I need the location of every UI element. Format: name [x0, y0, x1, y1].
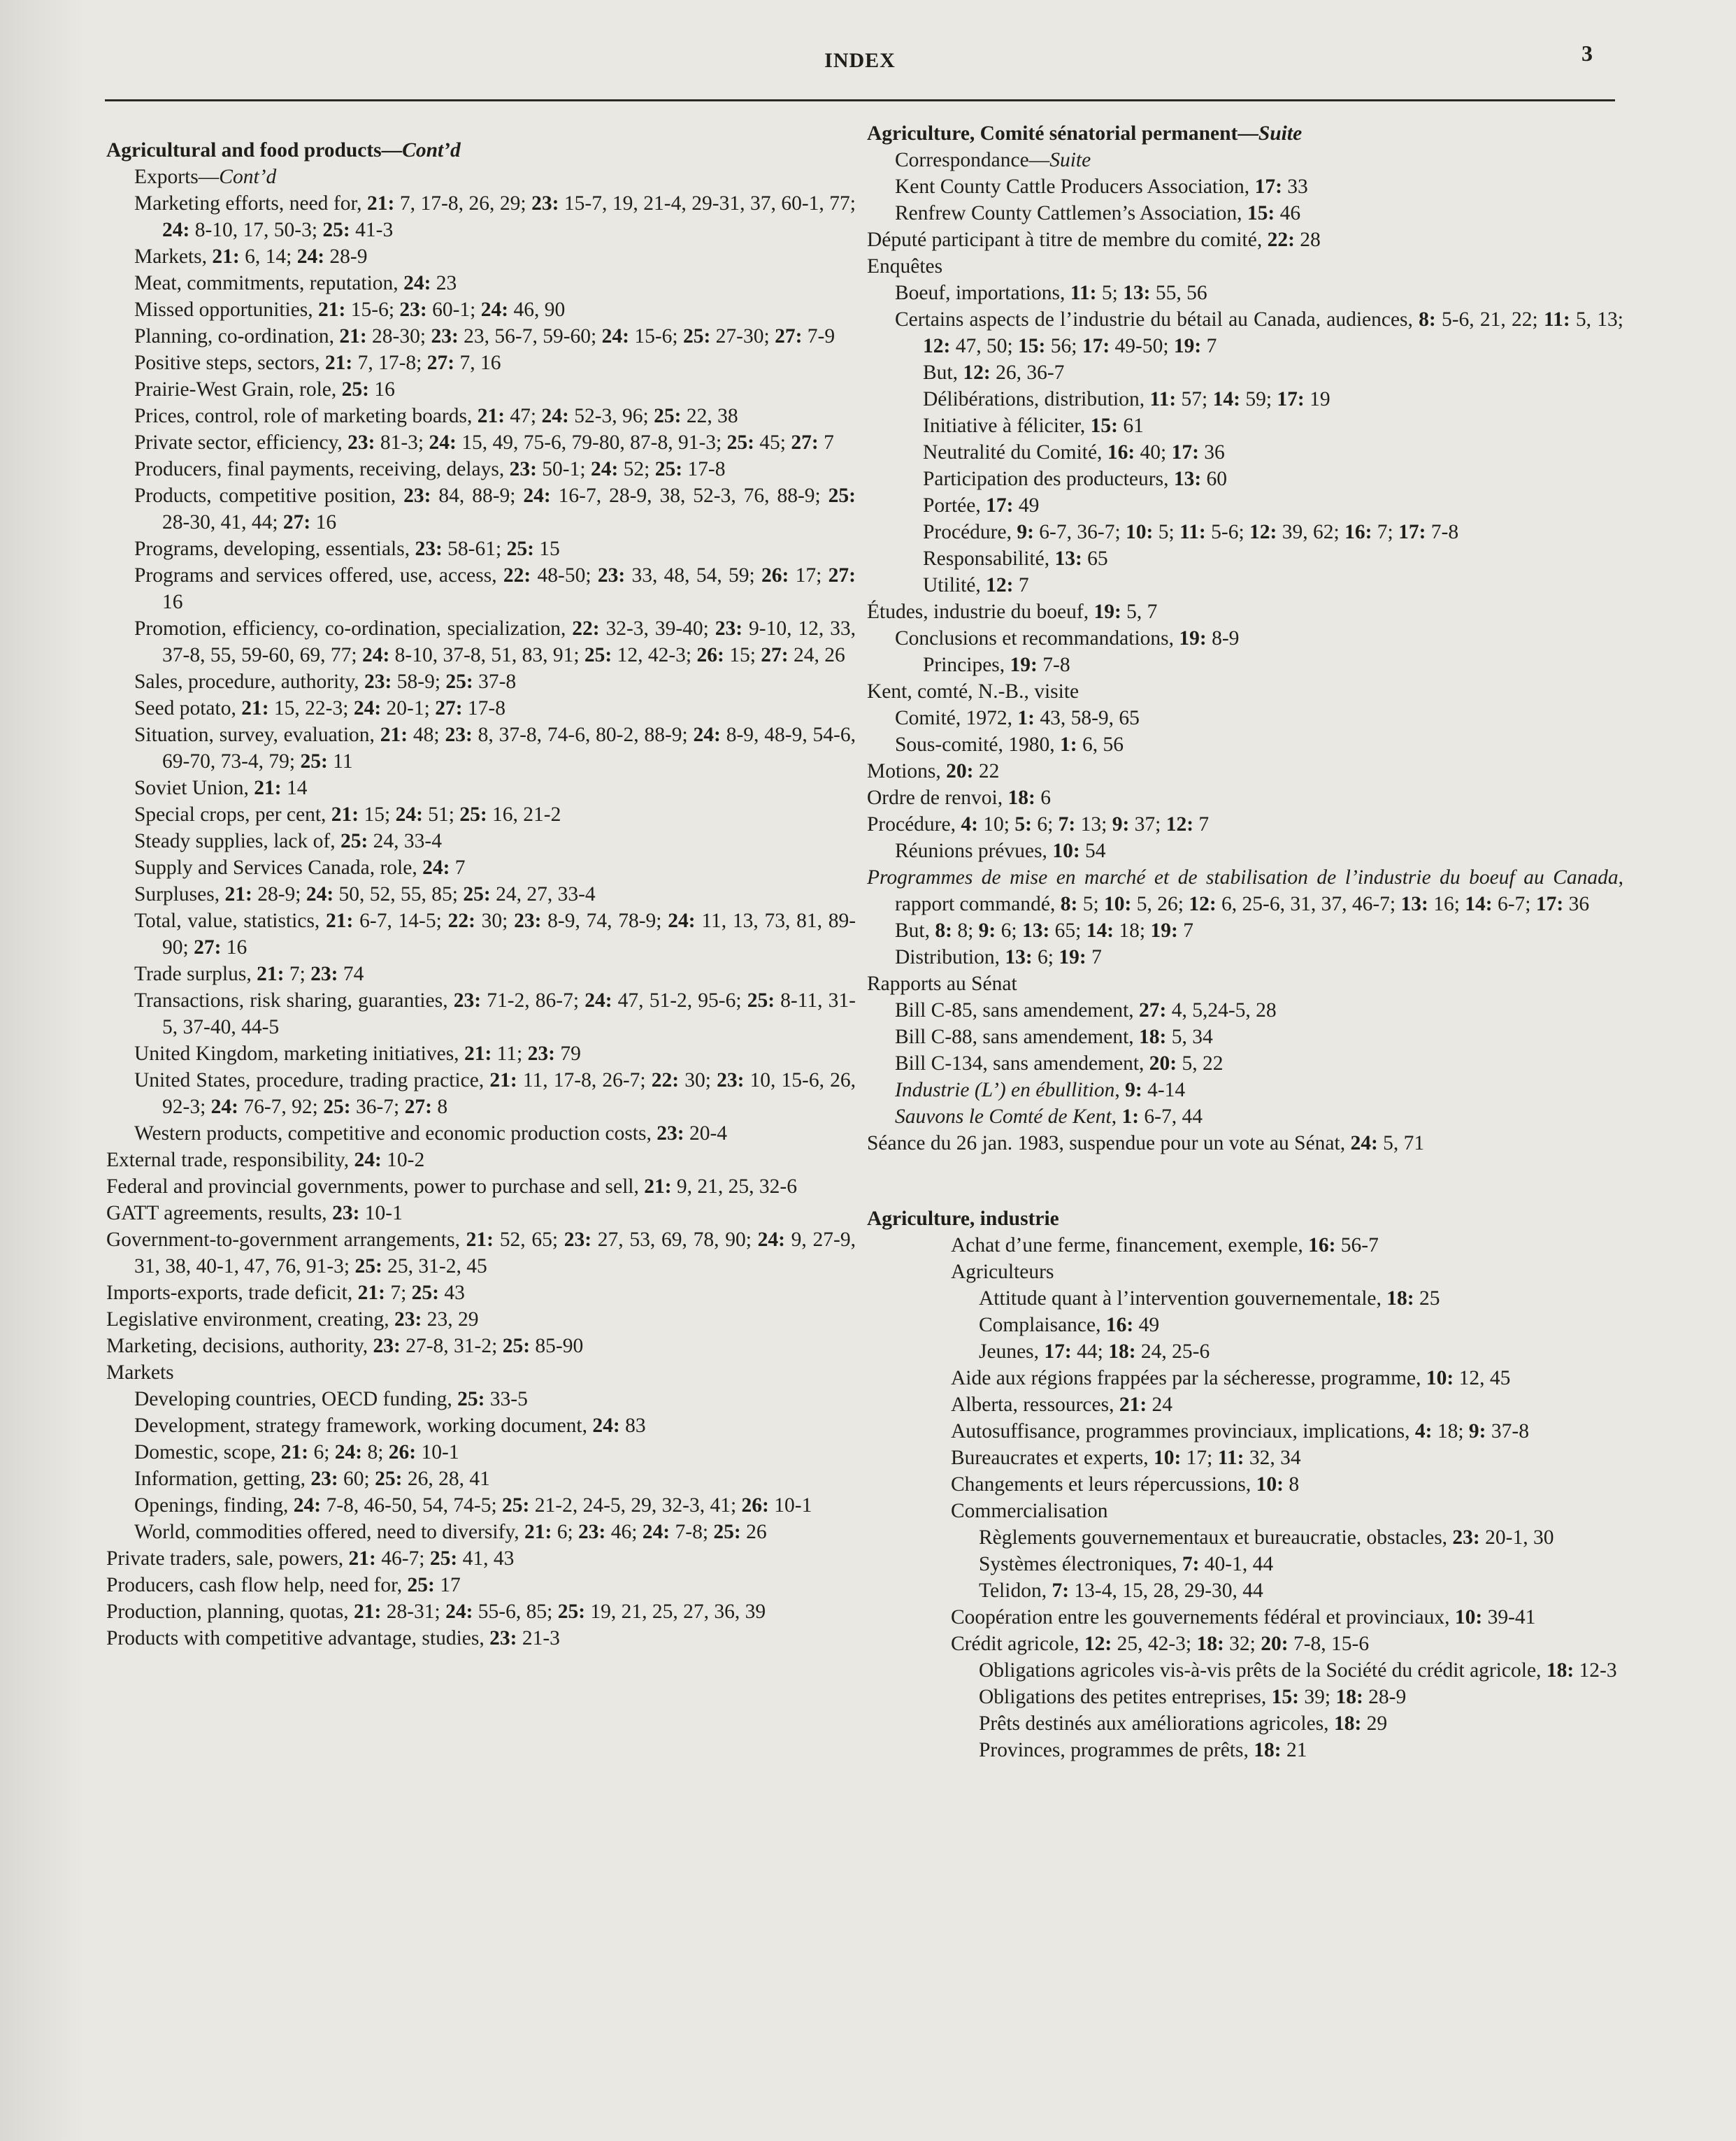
index-entry: United States, procedure, trading practice, 21: 11, 17-8, 26-7; 22: 30; 23: 10, 15-6, 26, 92-3; 24: 76-7, 92; 25: 36-7; 27: 8	[134, 1069, 856, 1118]
index-entry: Ordre de renvoi, 18: 6	[867, 787, 1051, 809]
index-entry: Sous-comité, 1980, 1: 6, 56	[895, 733, 1124, 756]
index-entry: Sauvons le Comté de Kent, 1: 6-7, 44	[895, 1105, 1203, 1128]
index-entry: Producers, final payments, receiving, delays, 23: 50-1; 24: 52; 25: 17-8	[134, 458, 726, 480]
index-entry: Producers, cash flow help, need for, 25: 17	[106, 1574, 461, 1596]
index-entry: Trade surplus, 21: 7; 23: 74	[134, 963, 364, 985]
index-entry: Procédure, 9: 6-7, 36-7; 10: 5; 11: 5-6; 12: 39, 62; 16: 7; 17: 7-8	[923, 521, 1459, 543]
index-entry: Positive steps, sectors, 21: 7, 17-8; 27: 7, 16	[134, 352, 501, 374]
index-entry: Séance du 26 jan. 1983, suspendue pour un vote au Sénat, 24: 5, 71	[867, 1132, 1425, 1154]
index-entry: Total, value, statistics, 21: 6-7, 14-5; 22: 30; 23: 8-9, 74, 78-9; 24: 11, 13, 73, 81, 89-90; 27: 16	[134, 910, 856, 959]
index-entry: Changements et leurs répercussions, 10: 8	[951, 1473, 1300, 1496]
index-entry: Kent County Cattle Producers Association, 17: 33	[895, 176, 1308, 198]
index-entry: Principes, 19: 7-8	[923, 654, 1070, 676]
index-entry: Distribution, 13: 6; 19: 7	[895, 946, 1102, 968]
right-index-column	[867, 120, 1623, 1763]
index-entry: External trade, responsibility, 24: 10-2	[106, 1149, 425, 1171]
index-entry: Government-to-government arrangements, 21: 52, 65; 23: 27, 53, 69, 78, 90; 24: 9, 27-9, 31, 38, 40-1, 47, 76, 91-3; 25: 25, 31-2, 45	[106, 1229, 856, 1277]
index-entry: Prices, control, role of marketing boards, 21: 47; 24: 52-3, 96; 25: 22, 38	[134, 405, 738, 427]
index-entry: Bill C-134, sans amendement, 20: 5, 22	[895, 1052, 1224, 1075]
index-entry: Promotion, efficiency, co-ordination, specialization, 22: 32-3, 39-40; 23: 9-10, 12, 33, 37-8, 55, 59-60, 69, 77; 24: 8-10, 37-8, 51, 83, 91; 25: 12, 42-3; 26: 15; 27: 24, 26	[134, 617, 856, 666]
index-entry: Exports—Cont’d	[134, 166, 277, 188]
index-entry: Soviet Union, 21: 14	[134, 777, 308, 799]
index-entry: Initiative à féliciter, 15: 61	[923, 415, 1144, 437]
index-entry: Bill C-88, sans amendement, 18: 5, 34	[895, 1026, 1213, 1048]
index-entry: Situation, survey, evaluation, 21: 48; 23: 8, 37-8, 74-6, 80-2, 88-9; 24: 8-9, 48-9, 54-6, 69-70, 73-4, 79; 25: 11	[134, 724, 856, 773]
index-entry: Surpluses, 21: 28-9; 24: 50, 52, 55, 85; 25: 24, 27, 33-4	[134, 883, 596, 905]
index-entry: Conclusions et recommandations, 19: 8-9	[895, 627, 1240, 650]
index-entry: But, 8: 8; 9: 6; 13: 65; 14: 18; 19: 7	[895, 919, 1193, 942]
index-entry: Openings, finding, 24: 7-8, 46-50, 54, 74-5; 25: 21-2, 24-5, 29, 32-3, 41; 26: 10-1	[134, 1494, 812, 1517]
index-entry: Bureaucrates et experts, 10: 17; 11: 32, 34	[951, 1447, 1301, 1469]
index-entry: Procédure, 4: 10; 5: 6; 7: 13; 9: 37; 12: 7	[867, 813, 1210, 836]
index-entry: Obligations agricoles vis-à-vis prêts de la Société du crédit agricole, 18: 12-3	[979, 1659, 1617, 1682]
index-entry: Kent, comté, N.-B., visite	[867, 680, 1079, 703]
index-entry: Portée, 17: 49	[923, 494, 1040, 517]
index-entry: Special crops, per cent, 21: 15; 24: 51; 25: 16, 21-2	[134, 803, 561, 826]
index-entry: Réunions prévues, 10: 54	[895, 840, 1106, 862]
index-entry: Alberta, ressources, 21: 24	[951, 1394, 1173, 1416]
index-entry: Autosuffisance, programmes provinciaux, implications, 4: 18; 9: 37-8	[951, 1420, 1529, 1442]
index-entry: Utilité, 12: 7	[923, 574, 1029, 596]
left-index-column	[106, 137, 856, 1652]
index-entry: Prairie-West Grain, role, 25: 16	[134, 378, 395, 401]
index-entry: Private sector, efficiency, 23: 81-3; 24: 15, 49, 75-6, 79-80, 87-8, 91-3; 25: 45; 27: 7	[134, 431, 834, 454]
index-entry: Responsabilité, 13: 65	[923, 547, 1108, 570]
index-entry: Products, competitive position, 23: 84, 88-9; 24: 16-7, 28-9, 38, 52-3, 76, 88-9; 25: 28-30, 41, 44; 27: 16	[134, 485, 856, 534]
index-entry: Production, planning, quotas, 21: 28-31; 24: 55-6, 85; 25: 19, 21, 25, 27, 36, 39	[106, 1601, 766, 1623]
index-heading: Agricultural and food products—Cont’d	[106, 139, 461, 162]
index-entry: Systèmes électroniques, 7: 40-1, 44	[979, 1553, 1274, 1575]
index-entry: Development, strategy framework, working document, 24: 83	[134, 1415, 646, 1437]
index-entry: Telidon, 7: 13-4, 15, 28, 29-30, 44	[979, 1580, 1263, 1602]
index-entry: Commercialisation	[951, 1500, 1108, 1522]
index-heading: Agriculture, industrie	[867, 1208, 1059, 1230]
index-entry: Coopération entre les gouvernements fédéral et provinciaux, 10: 39-41	[951, 1606, 1536, 1628]
index-entry: Programmes de mise en marché et de stabilisation de l’industrie du boeuf au Canada, rapport commandé, 8: 5; 10: 5, 26; 12: 6, 25-6, 31, 37, 46-7; 13: 16; 14: 6-7; 17: 36	[867, 866, 1623, 915]
index-entry: GATT agreements, results, 23: 10-1	[106, 1202, 403, 1224]
index-entry: Motions, 20: 22	[867, 760, 1000, 782]
index-entry: Délibérations, distribution, 11: 57; 14: 59; 17: 19	[923, 388, 1330, 410]
index-entry: Provinces, programmes de prêts, 18: 21	[979, 1739, 1307, 1761]
index-entry: Developing countries, OECD funding, 25: 33-5	[134, 1388, 528, 1410]
index-entry: Agriculteurs	[951, 1261, 1054, 1283]
index-entry: Règlements gouvernementaux et bureaucratie, obstacles, 23: 20-1, 30	[979, 1526, 1554, 1549]
index-entry: United Kingdom, marketing initiatives, 21: 11; 23: 79	[134, 1043, 581, 1065]
page-number: 3	[1581, 41, 1593, 66]
index-entry: Products with competitive advantage, studies, 23: 21-3	[106, 1627, 560, 1649]
index-entry: Député participant à titre de membre du comité, 22: 28	[867, 229, 1321, 251]
index-entry: Marketing, decisions, authority, 23: 27-8, 31-2; 25: 85-90	[106, 1335, 584, 1357]
index-entry: Enquêtes	[867, 255, 943, 278]
index-entry: Imports-exports, trade deficit, 21: 7; 25: 43	[106, 1282, 465, 1304]
index-heading: Agriculture, Comité sénatorial permanent—Suite	[867, 122, 1303, 145]
index-entry: Programs, developing, essentials, 23: 58-61; 25: 15	[134, 538, 560, 560]
index-entry: Rapports au Sénat	[867, 973, 1017, 995]
index-entry: Obligations des petites entreprises, 15: 39; 18: 28-9	[979, 1686, 1407, 1708]
index-entry: Neutralité du Comité, 16: 40; 17: 36	[923, 441, 1225, 464]
index-entry: Seed potato, 21: 15, 22-3; 24: 20-1; 27: 17-8	[134, 697, 505, 719]
index-entry: Renfrew County Cattlemen’s Association, 15: 46	[895, 202, 1301, 224]
index-entry: Programs and services offered, use, access, 22: 48-50; 23: 33, 48, 54, 59; 26: 17; 27: 16	[134, 564, 856, 613]
index-entry: But, 12: 26, 36-7	[923, 361, 1065, 384]
index-entry: Legislative environment, creating, 23: 23, 29	[106, 1308, 479, 1331]
index-entry: Bill C-85, sans amendement, 27: 4, 5,24-5, 28	[895, 999, 1277, 1022]
index-entry: Prêts destinés aux améliorations agricoles, 18: 29	[979, 1712, 1388, 1735]
index-entry: Transactions, risk sharing, guaranties, 23: 71-2, 86-7; 24: 47, 51-2, 95-6; 25: 8-11, 31-5, 37-40, 44-5	[134, 989, 856, 1038]
index-entry: Attitude quant à l’intervention gouvernementale, 18: 25	[979, 1287, 1440, 1310]
index-entry: Western products, competitive and economic production costs, 23: 20-4	[134, 1122, 728, 1145]
index-entry: Steady supplies, lack of, 25: 24, 33-4	[134, 830, 442, 852]
index-entry: Information, getting, 23: 60; 25: 26, 28, 41	[134, 1468, 490, 1490]
index-entry: Crédit agricole, 12: 25, 42-3; 18: 32; 20: 7-8, 15-6	[951, 1633, 1370, 1655]
index-entry: Markets, 21: 6, 14; 24: 28-9	[134, 245, 368, 268]
index-entry: Achat d’une ferme, financement, exemple, 16: 56-7	[951, 1234, 1379, 1256]
index-entry: Jeunes, 17: 44; 18: 24, 25-6	[979, 1340, 1210, 1363]
index-entry: Participation des producteurs, 13: 60	[923, 468, 1228, 490]
index-entry: Boeuf, importations, 11: 5; 13: 55, 56	[895, 282, 1207, 304]
index-entry: Comité, 1972, 1: 43, 58-9, 65	[895, 707, 1140, 729]
index-entry: World, commodities offered, need to diversify, 21: 6; 23: 46; 24: 7-8; 25: 26	[134, 1521, 767, 1543]
index-entry: Missed opportunities, 21: 15-6; 23: 60-1; 24: 46, 90	[134, 299, 566, 321]
index-entry: Planning, co-ordination, 21: 28-30; 23: 23, 56-7, 59-60; 24: 15-6; 25: 27-30; 27: 7-9	[134, 325, 835, 348]
header-rule	[105, 99, 1615, 101]
index-entry: Aide aux régions frappées par la sécheresse, programme, 10: 12, 45	[951, 1367, 1511, 1389]
index-entry: Domestic, scope, 21: 6; 24: 8; 26: 10-1	[134, 1441, 459, 1463]
index-entry: Marketing efforts, need for, 21: 7, 17-8, 26, 29; 23: 15-7, 19, 21-4, 29-31, 37, 60-1, 77; 24: 8-10, 17, 50-3; 25: 41-3	[134, 192, 856, 241]
index-entry: Études, industrie du boeuf, 19: 5, 7	[867, 601, 1158, 623]
index-entry: Complaisance, 16: 49	[979, 1314, 1160, 1336]
index-entry: Meat, commitments, reputation, 24: 23	[134, 272, 457, 294]
index-entry: Sales, procedure, authority, 23: 58-9; 25: 37-8	[134, 671, 517, 693]
index-entry: Federal and provincial governments, power to purchase and sell, 21: 9, 21, 25, 32-6	[106, 1175, 797, 1198]
index-entry: Correspondance—Suite	[895, 149, 1091, 171]
index-entry: Private traders, sale, powers, 21: 46-7; 25: 41, 43	[106, 1547, 515, 1570]
index-entry: Supply and Services Canada, role, 24: 7	[134, 857, 466, 879]
page-header-title: INDEX	[824, 49, 896, 72]
index-entry: Certains aspects de l’industrie du bétail au Canada, audiences, 8: 5-6, 21, 22; 11: 5, 13; 12: 47, 50; 15: 56; 17: 49-50; 19: 7	[895, 308, 1623, 357]
index-entry: Markets	[106, 1361, 174, 1384]
index-entry: Industrie (L’) en ébullition, 9: 4-14	[895, 1079, 1186, 1101]
